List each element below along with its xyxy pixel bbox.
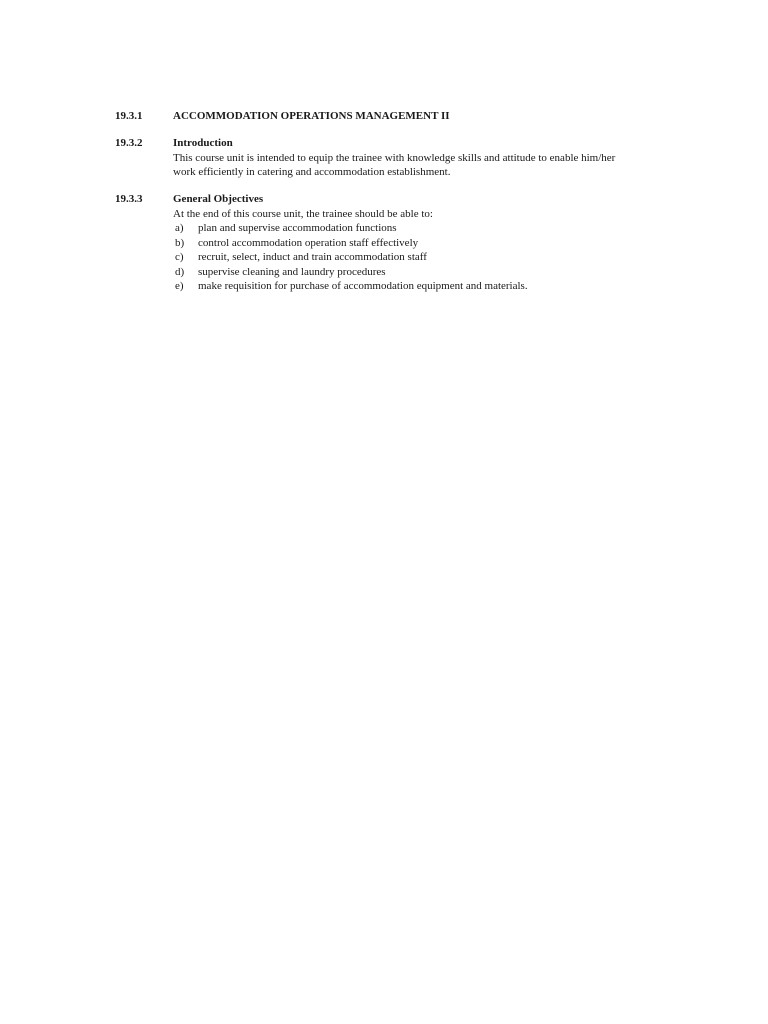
introduction-line-2: work efficiently in catering and accommodation establishment.: [173, 166, 451, 178]
list-item: [173, 279, 673, 294]
course-title: ACCOMMODATION OPERATIONS MANAGEMENT II: [173, 110, 450, 122]
list-item-text: make requisition for purchase of accommodation equipment and materials.: [198, 280, 528, 292]
list-item: [173, 265, 673, 280]
list-item: [173, 221, 673, 236]
list-item-letter: e): [175, 280, 184, 292]
objectives-heading: General Objectives: [173, 193, 264, 205]
list-item-text: control accommodation operation staff effectively: [198, 236, 419, 249]
introduction-heading: Introduction: [173, 137, 233, 149]
list-item-text: plan and supervise accommodation functions: [198, 222, 397, 234]
list-item: [173, 236, 673, 251]
section-content: [173, 109, 673, 124]
section-content: [173, 136, 673, 180]
section-number: 19.3.2: [115, 137, 143, 149]
objectives-intro: At the end of this course unit, the trainee should be able to:: [173, 207, 433, 220]
list-item-text: recruit, select, induct and train accommodation staff: [198, 251, 427, 263]
objectives-list: [173, 221, 673, 294]
section-number: 19.3.1: [115, 110, 143, 122]
section-content: [173, 192, 673, 294]
introduction-line-1: This course unit is intended to equip the trainee with knowledge skills and attitude to enable him/her: [173, 151, 616, 164]
list-item-letter: b): [175, 236, 185, 249]
list-item-letter: d): [175, 265, 185, 278]
list-item-letter: a): [175, 222, 184, 234]
section-number: 19.3.3: [115, 193, 143, 205]
list-item-letter: c): [175, 251, 184, 263]
list-item-text: supervise cleaning and laundry procedures: [198, 265, 386, 278]
list-item: [173, 250, 673, 265]
